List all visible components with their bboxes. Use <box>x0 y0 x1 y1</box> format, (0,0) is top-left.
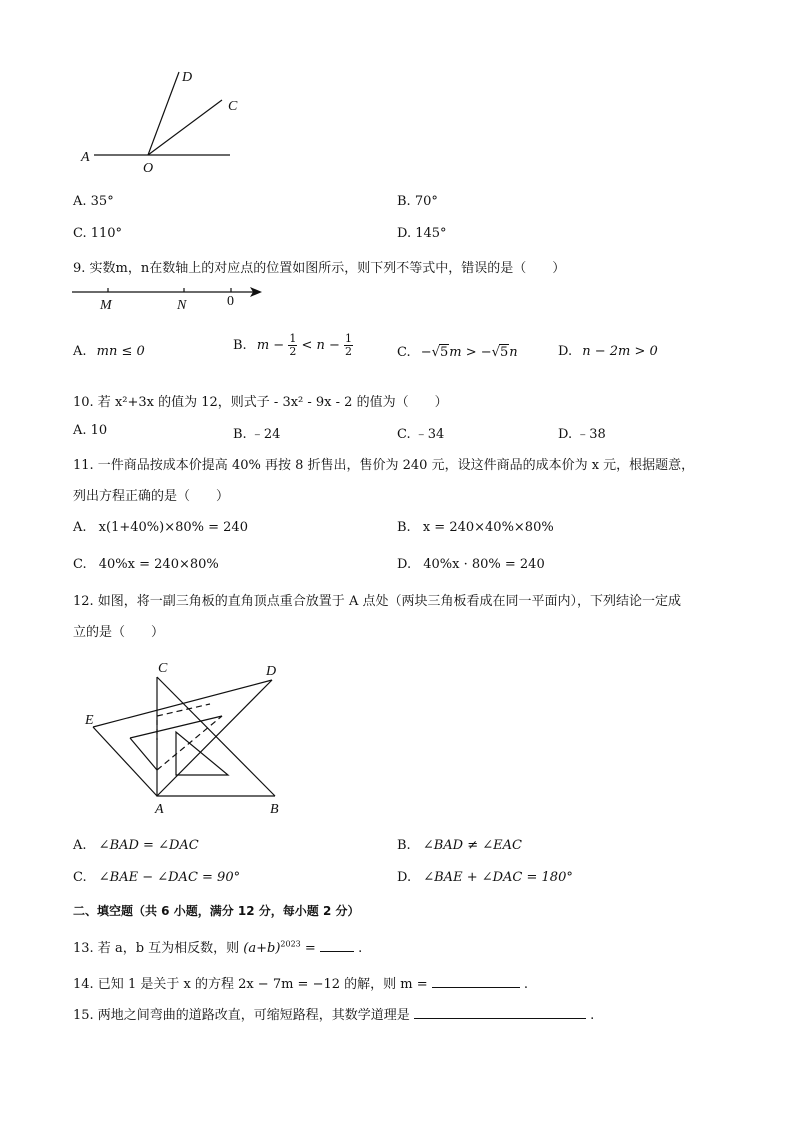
q8-option-b[interactable]: B. 70° <box>397 194 438 209</box>
q8-option-d[interactable]: D. 145° <box>397 226 447 241</box>
q11-option-c[interactable] <box>73 557 219 572</box>
q10-option-b[interactable]: B. ﹣24 <box>233 427 281 442</box>
q12-option-d[interactable] <box>397 870 573 885</box>
label-b: B <box>270 802 279 817</box>
q8-option-c[interactable]: C. 110° <box>73 226 123 241</box>
q11-option-a-expr: x(1+40%)×80% = 240 <box>98 520 248 535</box>
q13-eq: = <box>304 941 316 956</box>
q11-option-b-prefix: B. <box>397 520 411 535</box>
q8-option-a[interactable]: A. 35° <box>73 194 114 209</box>
q14-end: . <box>523 977 529 992</box>
q9-option-a-expr: mn ≤ 0 <box>96 344 145 359</box>
label-c: C <box>228 99 238 114</box>
q9-option-c-mid: m > − <box>449 345 492 360</box>
q9-question: 9. 实数m，n在数轴上的对应点的位置如图所示，则下列不等式中，错误的是（ ） <box>73 261 566 276</box>
triangles-figure-q12 <box>80 660 300 820</box>
q11-option-b-expr: x = 240×40%×80% <box>422 520 554 535</box>
q15-end: . <box>590 1008 595 1023</box>
q15-question <box>73 1004 594 1023</box>
q11-option-c-expr: 40%x = 240×80% <box>98 557 219 572</box>
q13-question <box>73 937 362 956</box>
q10-question: 10. 若 x²+3x 的值为 12，则式子 - 3x² - 9x - 2 的值为（ ） <box>73 395 448 410</box>
q15-prefix: 15. 两地之间弯曲的道路改直，可缩短路程，其数学道理是 <box>73 1008 410 1023</box>
label-e: E <box>85 713 94 728</box>
q9-option-c-radicand-2: 5 <box>499 345 509 360</box>
q12-question-line2: 立的是（ ） <box>73 625 165 640</box>
sqrt-icon: √ <box>431 345 440 360</box>
label-a: A <box>155 802 164 817</box>
label-m: M <box>100 298 112 313</box>
q11-option-c-prefix: C. <box>73 557 87 572</box>
fraction-half-2: $\frac{1}{2}$ <box>345 332 353 358</box>
label-d: D <box>266 664 277 679</box>
q11-option-a-prefix: A. <box>73 520 87 535</box>
q9-option-d[interactable] <box>558 344 658 359</box>
q14-prefix: 14. 已知 1 是关于 x 的方程 2x − 7m = −12 的解，则 m = <box>73 977 428 992</box>
q12-option-b[interactable] <box>397 838 522 853</box>
fraction-half: $\frac{1}{2}$ <box>289 332 297 358</box>
q12-question-line1: 12. 如图，将一副三角板的直角顶点重合放置于 A 点处（两块三角板看成在同一平面内），下列结论一定成 <box>73 594 681 609</box>
q13-exponent: 2023 <box>280 939 301 949</box>
q12-option-b-expr: ∠BAD ≠ ∠EAC <box>422 838 522 853</box>
q15-answer-blank[interactable] <box>414 1004 586 1019</box>
q9-option-b-m: m − <box>256 338 285 353</box>
q11-question-line1: 11. 一件商品按成本价提高 40% 再按 8 折售出，售价为 240 元，设这件商品的成本价为 x 元，根据题意， <box>73 458 695 473</box>
q9-option-d-prefix: D. <box>558 344 573 359</box>
q9-option-c-radicand: 5 <box>439 345 449 360</box>
q9-option-c-minus: − <box>420 345 432 360</box>
label-d: D <box>182 70 193 85</box>
label-a: A <box>81 150 90 165</box>
q10-option-c[interactable]: C. ﹣34 <box>397 427 445 442</box>
q11-option-d-expr: 40%x · 80% = 240 <box>423 557 545 572</box>
angle-figure-q8 <box>70 62 260 180</box>
q12-option-a-expr: ∠BAD = ∠DAC <box>98 838 199 853</box>
q12-option-d-prefix: D. <box>397 870 412 885</box>
section-heading-fill-in: 二、填空题（共 6 小题，满分 12 分，每小题 2 分） <box>73 904 360 918</box>
number-line-q9 <box>70 282 270 316</box>
q12-option-c-prefix: C. <box>73 870 87 885</box>
q14-answer-blank[interactable] <box>432 973 520 988</box>
q9-option-b-prefix: B. <box>233 338 247 353</box>
label-n: N <box>177 298 187 313</box>
q12-option-d-expr: ∠BAE + ∠DAC = 180° <box>423 870 573 885</box>
q9-option-c-end: n <box>509 345 518 360</box>
q9-option-b-lt: < n − <box>301 338 340 353</box>
q12-option-b-prefix: B. <box>397 838 411 853</box>
label-c: C <box>158 661 168 676</box>
q12-option-c-expr: ∠BAE − ∠DAC = 90° <box>98 870 241 885</box>
q13-prefix: 13. 若 a，b 互为相反数，则 <box>73 941 240 956</box>
q13-answer-blank[interactable] <box>320 937 354 952</box>
label-zero: 0 <box>227 294 234 309</box>
q11-option-d-prefix: D. <box>397 557 412 572</box>
q9-option-c-prefix: C. <box>397 345 411 360</box>
sqrt-icon-2: √ <box>491 345 500 360</box>
q13-expr: (a+b) <box>243 941 281 956</box>
q10-option-d[interactable]: D. ﹣38 <box>558 427 606 442</box>
q11-option-a[interactable] <box>73 520 248 535</box>
q11-question-line2: 列出方程正确的是（ ） <box>73 489 230 504</box>
q13-end: . <box>358 941 363 956</box>
q9-option-b[interactable] <box>233 333 353 358</box>
q10-option-a[interactable]: A. 10 <box>73 423 108 438</box>
q9-option-d-expr: n − 2m > 0 <box>582 344 658 359</box>
label-o: O <box>143 161 154 176</box>
q9-option-a-prefix: A. <box>73 344 87 359</box>
q12-option-a-prefix: A. <box>73 838 87 853</box>
q11-option-d[interactable] <box>397 557 545 572</box>
q12-option-a[interactable] <box>73 838 199 853</box>
q14-question <box>73 973 528 992</box>
q11-option-b[interactable] <box>397 520 554 535</box>
q12-option-c[interactable] <box>73 870 240 885</box>
q9-option-c[interactable] <box>397 344 518 360</box>
q9-option-a[interactable] <box>73 344 145 359</box>
